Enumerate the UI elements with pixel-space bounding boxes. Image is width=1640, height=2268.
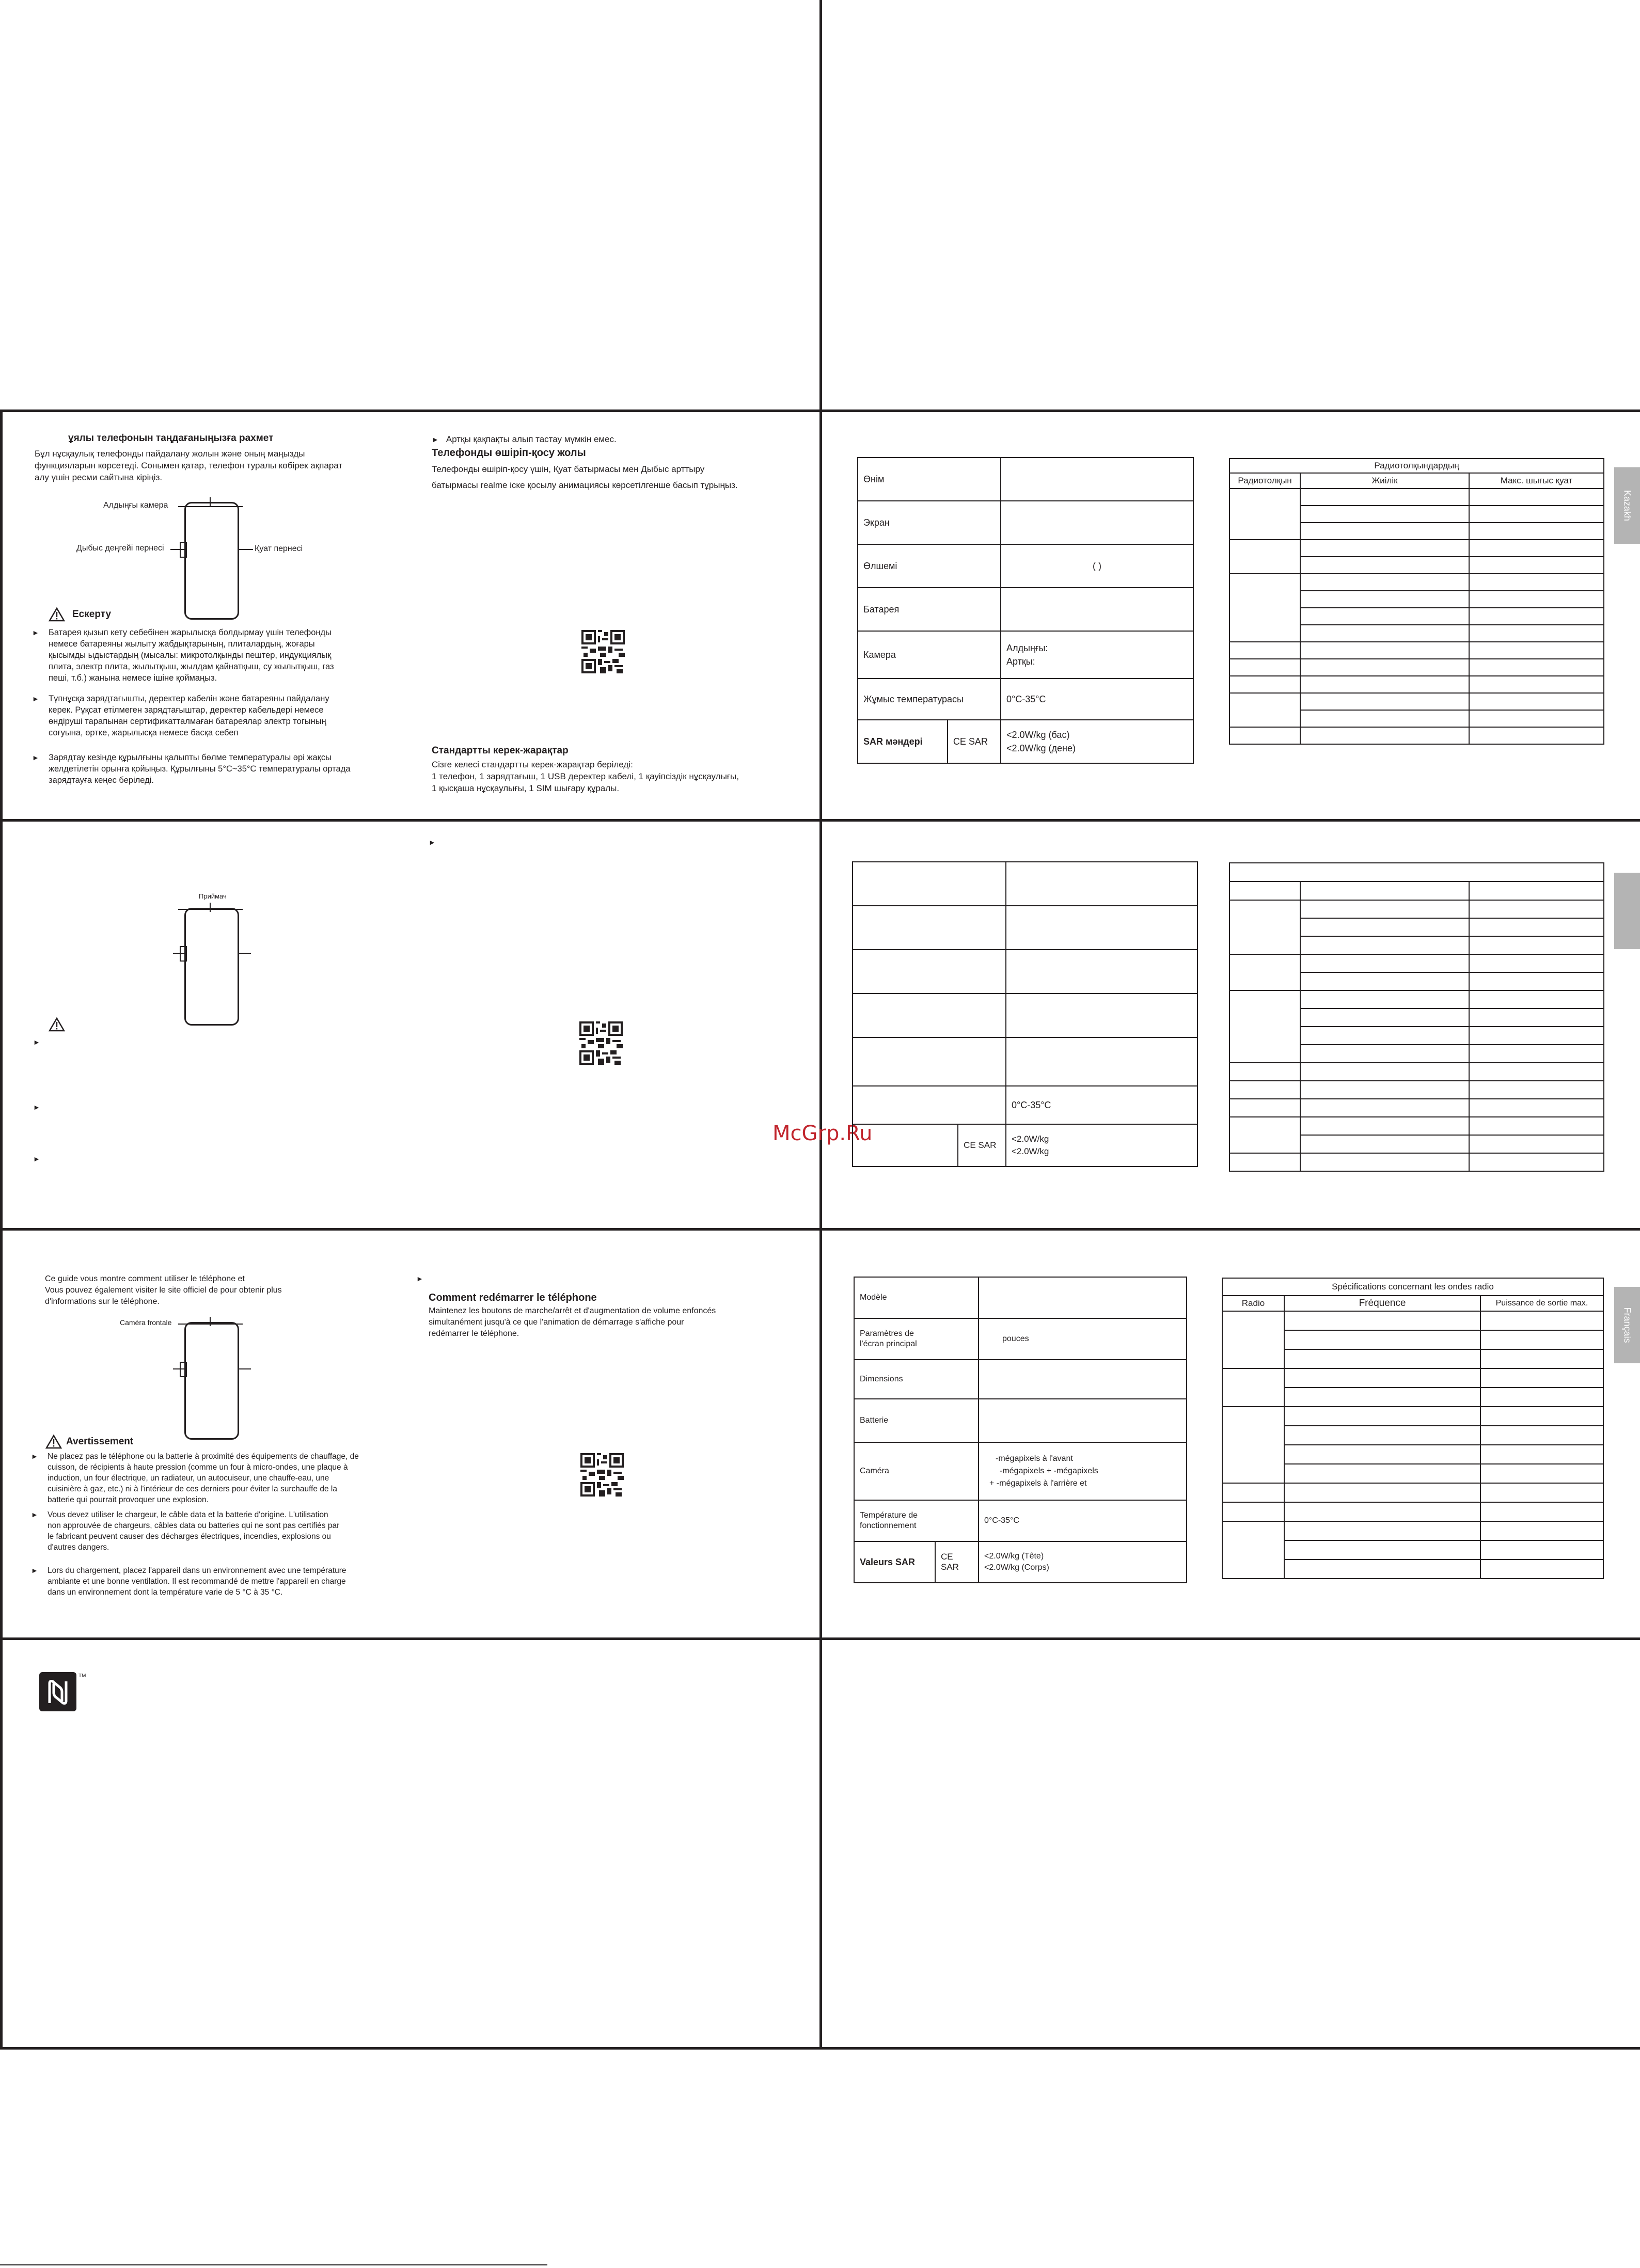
restart-text: Телефонды өшіріп-қосу үшін, Қуат батырмасы мен Дыбыс арттыру [432, 464, 705, 474]
radio-col-header: Макс. шығыс қуат [1469, 473, 1604, 489]
footer-rule [0, 2264, 547, 2265]
divider [0, 410, 3, 2050]
intro-line: Бұл нұсқаулық телефонды пайдалану жолын және оның маңызды [35, 449, 305, 459]
warning-title: Avertissement [66, 1436, 134, 1447]
temp-label-line: Température de [860, 1511, 918, 1520]
svg-text:TM: TM [78, 1673, 86, 1679]
qr-code-icon [581, 630, 625, 673]
spec-label: Батарея [858, 588, 1001, 631]
list-item: ► Vous devez utiliser le chargeur, le câble data et la batterie d'origine. L'utilisation non approuvée de chargeurs, câbles data ou batteries qui ne sont pas certifiés par le fabricant peuvent causer des décharges électriques, incendies, explosions ou d'autres dangers. [31, 1509, 413, 1553]
volume-key-label: Дыбыс деңгейі пернесі [76, 544, 164, 553]
back-cover-text: Артқы қақпақты алып тастау мүмкін емес. [446, 434, 617, 444]
camera-front: Алдыңғы: [1006, 643, 1048, 653]
leader-line [178, 506, 243, 507]
spec-table [857, 457, 1194, 764]
spec-value [1001, 501, 1193, 544]
volume-button [180, 1362, 187, 1377]
radio-col-header: Радиотолқын [1229, 473, 1300, 489]
accessories-text: 1 қысқаша нұсқаулығы, 1 SIM шығару құралы. [432, 783, 620, 793]
divider [819, 0, 822, 2050]
spec-value: ( ) [1001, 544, 1193, 588]
sar-body: <2.0W/kg [1012, 1146, 1049, 1156]
leader-line [178, 909, 243, 910]
sar-head: <2.0W/kg (бас) [1006, 730, 1070, 740]
sar-body: <2.0W/kg (Corps) [984, 1563, 1049, 1572]
radio-col-header: Radio [1222, 1296, 1284, 1311]
list-item: ► Батарея қызып кету себебінен жарылысқа болдырмау үшін телефонды немесе батареяны жылыту жабдықтарының, плиталардың, жоғары қысымды ыдыстардың (мысалы: микротолқынды пештер, индукциялық плита, электр плита, жылытқыш, жылдам қайнатқыш, су жылытқыш, газ пеші, т.б.) жанына немесе ішіне қоймаңыз. [32, 627, 404, 684]
camera-front: -mégapixels à l'avant [996, 1454, 1073, 1463]
page-title: ұялы телефонын таңдағаныңызға рахмет [68, 433, 274, 444]
language-tab-label: Kazakh [1622, 490, 1633, 522]
intro-line: d'informations sur le téléphone. [45, 1297, 160, 1306]
warning-icon [49, 1017, 65, 1032]
spec-label: Камера [858, 631, 1001, 679]
front-camera-label: Caméra frontale [120, 1318, 172, 1327]
sar-body: <2.0W/kg (дене) [1006, 743, 1076, 753]
spec-table [854, 1277, 1187, 1583]
language-tab-kazakh[interactable] [1614, 467, 1640, 544]
intro-line: алу үшін ресми сайтына кіріңіз. [35, 472, 163, 482]
radio-col-header: Fréquence [1284, 1296, 1480, 1311]
list-item: ► Түпнұсқа зарядтағышты, деректер кабелін және батареяны пайдалану керек. Рұқсат етілмеген зарядтағыштар, деректер кабельдері немесе өндіруші тарапынан сертификатталмаған батареялар электр тогының соғуына, өртке, жарылысқа немесе басқа себеп [32, 693, 404, 738]
warning-title: Ескерту [72, 609, 112, 620]
spec-label: Жұмыс температурасы [858, 679, 1001, 720]
screen-label-line: l'écran principal [860, 1340, 917, 1348]
bullet-marker: ► [33, 1155, 40, 1163]
bullet-marker: ► [33, 1103, 40, 1111]
accessories-title: Стандартты керек-жарақтар [432, 745, 569, 756]
spec-table [852, 861, 1198, 1167]
spec-label: Modèle [854, 1277, 979, 1318]
receiver-label: Приймач [199, 892, 227, 900]
qr-code-icon [580, 1453, 624, 1497]
intro-line: Ce guide vous montre comment utiliser le téléphone et [45, 1274, 245, 1283]
radio-table [1229, 458, 1604, 745]
phone-illustration [184, 502, 239, 620]
spec-label [854, 1500, 979, 1541]
radio-col-header: Жиілік [1300, 473, 1469, 489]
leader-line [238, 1368, 251, 1369]
camera-rear: + -mégapixels à l'arrière et [989, 1479, 1087, 1488]
restart-title: Comment redémarrer le téléphone [429, 1292, 597, 1303]
spec-label: Valeurs SAR [854, 1541, 935, 1583]
spec-value: 0°C-35°C [1001, 679, 1193, 720]
spec-value [979, 1541, 1187, 1583]
intro-line: функцияларын көрсетеді. Сонымен қатар, телефон туралы көбірек ақпарат [35, 461, 343, 470]
screen-label-line: Paramètres de [860, 1329, 914, 1338]
sar-head: <2.0W/kg [1012, 1134, 1049, 1144]
ce-sar-label: CE SAR [948, 720, 1001, 763]
spec-label: Caméra [854, 1442, 979, 1500]
accessories-text: 1 телефон, 1 зарядтағыш, 1 USB деректер кабелі, 1 қауіпсіздік нұсқаулығы, [432, 771, 739, 781]
volume-button [180, 542, 187, 558]
spec-label: Dimensions [854, 1360, 979, 1399]
spec-value [979, 1442, 1187, 1500]
spec-value [1001, 588, 1193, 631]
spec-value [1001, 720, 1193, 763]
camera-rear: Артқы: [1006, 656, 1035, 667]
front-camera-label: Алдыңғы камера [103, 501, 168, 510]
language-tab-label: Français [1622, 1307, 1633, 1343]
radio-table [1229, 862, 1604, 1172]
list-item: ► Lors du chargement, placez l'appareil dans un environnement avec une température ambiante et une bonne ventilation. Il est recommandé de mettre l'appareil en charge dans un environnement dont la température varie de 5 °C à 35 °C. [31, 1565, 413, 1598]
list-item: ► Ne placez pas le téléphone ou la batterie à proximité des équipements de chauffage, de cuisson, de récipients à haute pression (comme un four à micro-ondes, une plaque à induction, un four électrique, un radiateur, un autocuiseur, une chauffe-eau, une cuisinière à gaz, etc.) ni à l'intérieur de ces derniers pour éviter la surchauffe de la batterie qui pourrait provoquer une explosion. [31, 1451, 413, 1505]
sar-head: <2.0W/kg (Tête) [984, 1552, 1044, 1561]
restart-text: батырмасы realme іске қосылу анимациясы көрсетілгенше басып тұрыңыз. [432, 480, 738, 490]
spec-value: pouces [979, 1318, 1187, 1360]
restart-text: redémarrer le téléphone. [429, 1329, 519, 1338]
bullet-marker: ► [416, 1274, 423, 1283]
warning-list [31, 1451, 413, 1607]
intro-line: Vous pouvez également visiter le site officiel de pour obtenir plus [45, 1286, 282, 1295]
leader-line [178, 1324, 243, 1325]
list-item: ► Зарядтау кезінде құрылғыны қалыпты бөлме температуралы әрі жақсы желдетілетін орынға қойыңыз. Құрылғыны 5°C~35°C температуралы ортада зарядтауға кеңес беріледі. [32, 752, 404, 786]
volume-button [180, 946, 187, 962]
ce-sar-label: CE SAR [958, 1124, 1006, 1167]
leader-line [238, 549, 253, 550]
nfc-icon [38, 1671, 85, 1713]
qr-code-icon [579, 1021, 623, 1065]
spec-value: 0°C-35°C [1006, 1086, 1197, 1124]
leader-line [238, 953, 251, 954]
spec-label [854, 1318, 979, 1360]
spec-value [979, 1360, 1187, 1399]
watermark: McGrp.Ru [772, 1122, 873, 1145]
spec-value: 0°C-35°C [979, 1500, 1187, 1541]
spec-value [979, 1399, 1187, 1442]
power-key-label: Қуат пернесі [255, 544, 303, 553]
bullet-marker: ► [33, 1038, 40, 1046]
camera-rear: -mégapixels + -mégapixels [1000, 1467, 1098, 1475]
notch [210, 497, 211, 507]
spec-value [1001, 458, 1193, 501]
restart-title: Телефонды өшіріп-қосу жолы [432, 447, 586, 459]
accessories-text: Сізге келесі стандартты керек-жарақтар беріледі: [432, 760, 633, 769]
spec-label: Өнім [858, 458, 1001, 501]
radio-table [1222, 1278, 1604, 1579]
language-tab-french[interactable] [1614, 1287, 1640, 1363]
spec-label: Batterie [854, 1399, 979, 1442]
spec-value [979, 1277, 1187, 1318]
warning-list [32, 627, 404, 795]
spec-value [1001, 631, 1193, 679]
ce-sar-label: CE SAR [935, 1541, 979, 1583]
spec-value [1006, 1124, 1197, 1167]
warning-icon [45, 1435, 62, 1449]
radio-title: Радиотолқындардың [1229, 459, 1604, 473]
spec-label: Экран [858, 501, 1001, 544]
phone-illustration [184, 908, 239, 1026]
restart-text: simultanément jusqu'à ce que l'animation de démarrage s'affiche pour [429, 1318, 684, 1327]
bullet-marker: ► [429, 838, 436, 846]
notch [210, 903, 211, 912]
language-tab-blank[interactable] [1614, 873, 1640, 949]
notch [210, 1317, 211, 1326]
radio-title: Spécifications concernant les ondes radio [1222, 1278, 1603, 1296]
spec-label: SAR мәндері [858, 720, 948, 763]
radio-col-header: Puissance de sortie max. [1480, 1296, 1603, 1311]
phone-illustration [184, 1322, 239, 1440]
back-cover-note: ► Артқы қақпақты алып тастау мүмкін емес. [432, 434, 617, 444]
restart-text: Maintenez les boutons de marche/arrêt et d'augmentation de volume enfoncés [429, 1306, 716, 1315]
warning-icon [49, 607, 65, 622]
spec-label: Өлшемі [858, 544, 1001, 588]
temp-label-line: fonctionnement [860, 1521, 917, 1530]
